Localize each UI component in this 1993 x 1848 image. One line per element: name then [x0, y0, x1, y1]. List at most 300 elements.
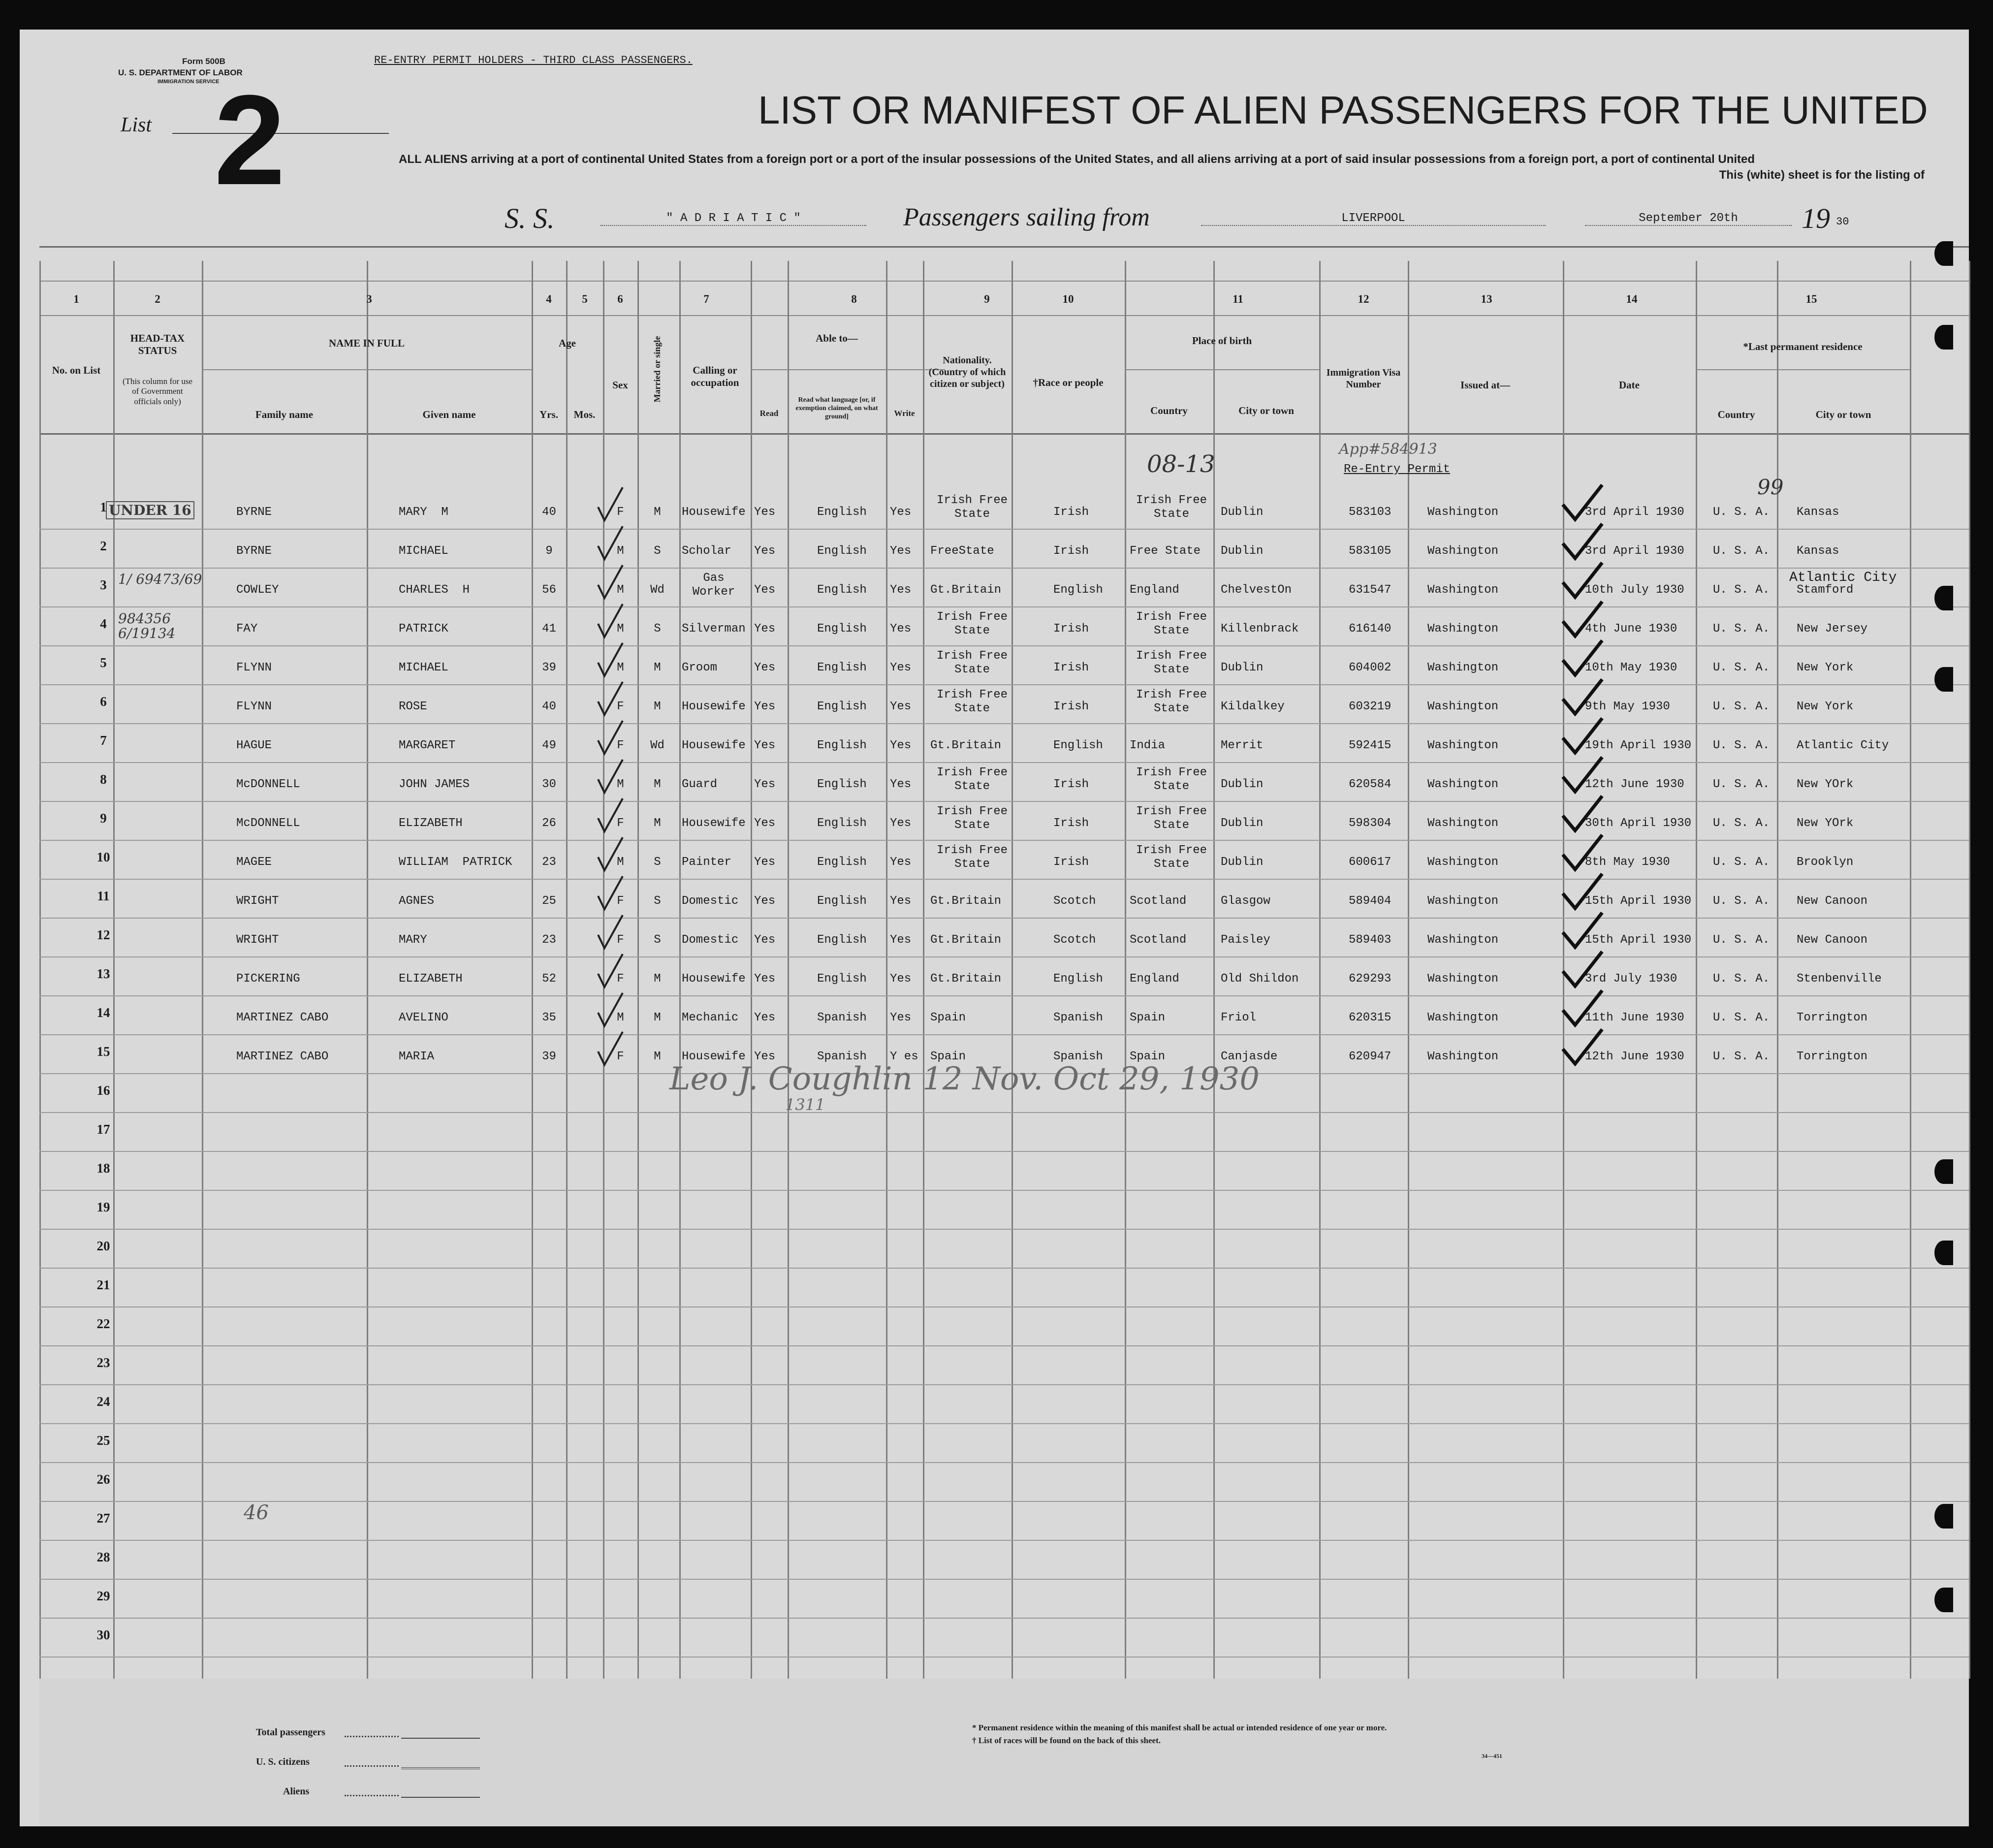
- cell-issue-date: 12th June 1930: [1585, 778, 1684, 791]
- cell-res-city: Brooklyn: [1797, 856, 1854, 869]
- cell-age: 41: [542, 622, 556, 636]
- cell-issued-at: Washington: [1427, 622, 1499, 636]
- header-head-tax: HEAD-TAX STATUS: [130, 332, 185, 357]
- cell-family: MARTINEZ CABO: [236, 1011, 329, 1024]
- cell-read: Yes: [754, 856, 776, 869]
- headtax-note-3: 6/19134: [118, 625, 176, 641]
- check-mark-icon: [596, 757, 625, 797]
- row-number: 1: [100, 500, 107, 514]
- cell-sex: F: [617, 817, 624, 830]
- footer-panel: [39, 1679, 1969, 1826]
- col-line: [1910, 261, 1911, 1679]
- cell-issued-at: Washington: [1427, 972, 1499, 986]
- cell-language: English: [817, 778, 867, 791]
- row-rule: [39, 1579, 1969, 1580]
- cell-nationality: Irish Free State: [936, 688, 1008, 715]
- cell-read: Yes: [754, 622, 776, 636]
- cell-issue-date: 3rd April 1930: [1585, 544, 1684, 558]
- column-number: 11: [1233, 293, 1243, 305]
- cell-read: Yes: [754, 1050, 776, 1063]
- row-rule: [39, 1034, 1969, 1035]
- cell-language: English: [817, 894, 867, 908]
- column-number: 10: [1062, 293, 1074, 305]
- row-rule: [39, 1190, 1969, 1191]
- cell-given: JOHN JAMES: [399, 778, 470, 791]
- row-number: 2: [100, 539, 107, 553]
- cell-birth-city: Dublin: [1221, 856, 1264, 869]
- cell-occupation: Housewife: [682, 1050, 746, 1063]
- cell-res-country: U. S. A.: [1713, 622, 1770, 636]
- cell-res-city: New York: [1797, 661, 1854, 674]
- cell-birth-city: Dublin: [1221, 506, 1264, 519]
- cell-occupation: Groom: [682, 661, 718, 674]
- row-rule: [39, 684, 1969, 685]
- cell-visa: 629293: [1349, 972, 1392, 986]
- column-number: 3: [366, 293, 372, 305]
- cell-issue-date: 10th May 1930: [1585, 661, 1677, 674]
- cell-marital: S: [654, 544, 661, 558]
- column-number: 5: [582, 293, 588, 305]
- cell-birth-city: Kildalkey: [1221, 700, 1285, 713]
- cell-issue-date: 15th April 1930: [1585, 894, 1692, 908]
- row-number: 5: [100, 655, 107, 670]
- footer-blank: [401, 1767, 480, 1769]
- col-line: [788, 261, 789, 1679]
- cell-read: Yes: [754, 778, 776, 791]
- cell-visa: 620584: [1349, 778, 1392, 791]
- cell-race: English: [1053, 583, 1103, 597]
- footer-dots: [345, 1795, 399, 1796]
- cell-birth-country: Irish Free State: [1136, 649, 1207, 676]
- row-number: 24: [96, 1394, 110, 1409]
- col-line: [1696, 261, 1697, 1679]
- cell-given: AGNES: [399, 894, 435, 908]
- cell-birth-country: England: [1130, 972, 1179, 986]
- row-number: 23: [96, 1355, 110, 1370]
- cell-given: MARGARET: [399, 739, 456, 752]
- header-birth-country: Country: [1150, 405, 1188, 416]
- ship-prefix: S. S.: [505, 202, 555, 234]
- cell-race: English: [1053, 972, 1103, 986]
- cell-res-country: U. S. A.: [1713, 661, 1770, 674]
- check-mark-icon: [1560, 832, 1605, 872]
- cell-write: Yes: [890, 700, 912, 713]
- top-note: RE-ENTRY PERMIT HOLDERS - THIRD CLASS PASSENGERS.: [374, 54, 693, 66]
- row-number: 18: [96, 1161, 110, 1176]
- residence-mark: 99: [1757, 475, 1784, 499]
- cell-nationality: Irish Free State: [936, 649, 1008, 676]
- row-rule: [39, 840, 1969, 841]
- check-mark-icon: [596, 796, 625, 835]
- row-rule: [39, 645, 1969, 646]
- cell-issued-at: Washington: [1427, 778, 1499, 791]
- cell-sex: F: [617, 1050, 624, 1063]
- header-able-to: Able to—: [816, 332, 858, 344]
- cell-family: BYRNE: [236, 544, 272, 558]
- cell-issue-date: 19th April 1930: [1585, 739, 1692, 752]
- cell-write: Yes: [890, 739, 912, 752]
- cell-sex: F: [617, 972, 624, 986]
- cell-occupation: Gas Worker: [692, 572, 735, 599]
- cell-issued-at: Washington: [1427, 1050, 1499, 1063]
- list-label: List: [121, 114, 152, 136]
- cell-age: 30: [542, 778, 556, 791]
- cell-family: McDONNELL: [236, 817, 300, 830]
- colnum-top-rule: [39, 281, 1969, 282]
- row-rule: [39, 1384, 1969, 1385]
- cell-res-city: Kansas: [1797, 506, 1839, 519]
- header-res-city: City or town: [1815, 409, 1871, 420]
- reentry-label: Re-Entry Permit: [1344, 463, 1451, 476]
- cell-age: 23: [542, 856, 556, 869]
- row-number: 25: [96, 1433, 110, 1448]
- footer-note-1: * Permanent residence within the meaning of this manifest shall be actual or intended residence of one year or more.: [972, 1723, 1387, 1732]
- cell-age: 39: [542, 1050, 556, 1063]
- row-number: 20: [96, 1239, 110, 1253]
- row-rule: [39, 1112, 1969, 1113]
- cell-res-city: Stamford: [1797, 583, 1854, 597]
- signature-sub: 1311: [785, 1095, 825, 1114]
- year-suffix: 30: [1836, 216, 1849, 228]
- cell-birth-country: Free State: [1130, 544, 1201, 558]
- cell-visa: 603219: [1349, 700, 1392, 713]
- cell-marital: M: [654, 1050, 661, 1063]
- cell-family: FAY: [236, 622, 258, 636]
- cell-res-country: U. S. A.: [1713, 700, 1770, 713]
- check-mark-icon: [1560, 949, 1605, 988]
- cell-birth-city: Dublin: [1221, 544, 1264, 558]
- header-no-on-list: No. on List: [52, 364, 101, 376]
- cell-birth-city: ChelvestOn: [1221, 583, 1292, 597]
- cell-nationality: Gt.Britain: [930, 933, 1002, 947]
- column-number: 1: [73, 293, 79, 305]
- header-birth-city: City or town: [1238, 405, 1294, 416]
- cell-given: MICHAEL: [399, 661, 448, 674]
- cell-res-city: Stenbenville: [1797, 972, 1882, 986]
- cell-family: MAGEE: [236, 856, 272, 869]
- service: IMMIGRATION SERVICE: [158, 79, 220, 85]
- check-mark-icon: [596, 1029, 625, 1069]
- cell-family: MARTINEZ CABO: [236, 1050, 329, 1063]
- cell-age: 23: [542, 933, 556, 947]
- col-line: [1969, 261, 1970, 1679]
- row-number: 11: [97, 889, 110, 903]
- row-rule: [39, 723, 1969, 724]
- cell-language: English: [817, 972, 867, 986]
- cell-issued-at: Washington: [1427, 739, 1499, 752]
- cell-age: 9: [545, 544, 553, 558]
- col-line: [637, 261, 639, 1679]
- cell-res-city: Atlantic City: [1797, 739, 1889, 752]
- cell-res-city: New Canoon: [1797, 894, 1868, 908]
- cell-family: COWLEY: [236, 583, 279, 597]
- cell-language: English: [817, 933, 867, 947]
- cell-read: Yes: [754, 972, 776, 986]
- cell-family: HAGUE: [236, 739, 272, 752]
- row-number: 13: [96, 966, 110, 981]
- cell-sex: F: [617, 700, 624, 713]
- col-line: [679, 261, 681, 1679]
- cell-nationality: Gt.Britain: [930, 972, 1002, 986]
- cell-write: Yes: [890, 933, 912, 947]
- cell-age: 56: [542, 583, 556, 597]
- cell-birth-city: Glasgow: [1221, 894, 1270, 908]
- cell-family: McDONNELL: [236, 778, 300, 791]
- sailing-label: Passengers sailing from: [903, 203, 1150, 231]
- cell-visa: 589403: [1349, 933, 1392, 947]
- cell-race: English: [1053, 739, 1103, 752]
- row-number: 16: [96, 1083, 110, 1098]
- check-mark-icon: [596, 640, 625, 680]
- cell-family: PICKERING: [236, 972, 300, 986]
- cell-issue-date: 9th May 1930: [1585, 700, 1670, 713]
- header-visa: Immigration Visa Number: [1326, 367, 1401, 390]
- header-age: Age: [559, 337, 576, 349]
- header-calling: Calling or occupation: [691, 364, 739, 389]
- cell-given: AVELINO: [399, 1011, 448, 1024]
- visa-annotation: App#584913: [1339, 441, 1437, 458]
- cell-age: 40: [542, 506, 556, 519]
- row-rule: [39, 1306, 1969, 1307]
- cell-nationality: Irish Free State: [936, 610, 1008, 637]
- row27-mark: 46: [244, 1501, 269, 1524]
- row-rule: [39, 918, 1969, 919]
- cell-age: 25: [542, 894, 556, 908]
- header-res-country: Country: [1717, 409, 1755, 420]
- header-subrule: [751, 369, 945, 370]
- cell-issued-at: Washington: [1427, 894, 1499, 908]
- footer-total-passengers: Total passengers: [256, 1727, 325, 1738]
- column-number: 13: [1481, 293, 1492, 305]
- cell-res-city: New Canoon: [1797, 933, 1868, 947]
- cell-sex: M: [617, 544, 624, 558]
- row-number: 26: [96, 1472, 110, 1487]
- cell-sex: F: [617, 739, 624, 752]
- check-mark-icon: [596, 718, 625, 758]
- header-family-name: Family name: [255, 409, 314, 420]
- cell-race: Spanish: [1053, 1050, 1103, 1063]
- cell-birth-city: Merrit: [1221, 739, 1264, 752]
- cell-issue-date: 30th April 1930: [1585, 817, 1692, 830]
- cell-occupation: Housewife: [682, 739, 746, 752]
- cell-res-country: U. S. A.: [1713, 856, 1770, 869]
- cell-write: Yes: [890, 894, 912, 908]
- cell-res-city: New York: [1797, 700, 1854, 713]
- check-mark-icon: [1560, 794, 1605, 833]
- cell-res-country: U. S. A.: [1713, 1011, 1770, 1024]
- cell-nationality: Gt.Britain: [930, 739, 1002, 752]
- cell-issue-date: 10th July 1930: [1585, 583, 1684, 597]
- cell-write: Yes: [890, 544, 912, 558]
- cell-res-country: U. S. A.: [1713, 739, 1770, 752]
- cell-write: Yes: [890, 622, 912, 636]
- cell-race: Irish: [1053, 817, 1089, 830]
- cell-birth-country: Irish Free State: [1136, 805, 1207, 832]
- cell-birth-country: Spain: [1130, 1011, 1166, 1024]
- cell-visa: 589404: [1349, 894, 1392, 908]
- cell-birth-country: Spain: [1130, 1050, 1166, 1063]
- cell-visa: 583105: [1349, 544, 1392, 558]
- under-note: UNDER 16: [106, 501, 194, 519]
- cell-given: MARY: [399, 933, 427, 947]
- punch-hole: [1934, 325, 1953, 350]
- row-number: 7: [100, 733, 107, 748]
- header-bottom-rule: [39, 433, 1969, 435]
- cell-race: Irish: [1053, 544, 1089, 558]
- header-read: Read: [759, 409, 779, 418]
- cell-language: Spanish: [817, 1050, 867, 1063]
- cell-language: English: [817, 622, 867, 636]
- cell-res-country: U. S. A.: [1713, 544, 1770, 558]
- sailing-date: September 20th: [1585, 212, 1792, 226]
- header-read-language: Read what language [or, if exemption claimed, on what ground]: [795, 396, 878, 420]
- cell-given: MICHAEL: [399, 544, 448, 558]
- cell-race: Scotch: [1053, 894, 1096, 908]
- col-line: [1012, 261, 1013, 1679]
- cell-language: English: [817, 700, 867, 713]
- cell-res-city: Torrington: [1797, 1011, 1868, 1024]
- cell-language: English: [817, 583, 867, 597]
- cell-visa: 604002: [1349, 661, 1392, 674]
- check-mark-icon: [596, 874, 625, 913]
- cell-marital: S: [654, 622, 661, 636]
- row-rule: [39, 529, 1969, 530]
- cell-birth-country: Irish Free State: [1136, 766, 1207, 793]
- header-sex: Sex: [612, 379, 628, 391]
- cell-age: 26: [542, 817, 556, 830]
- cell-issued-at: Washington: [1427, 583, 1499, 597]
- cell-sex: M: [617, 622, 624, 636]
- column-number: 14: [1626, 293, 1638, 305]
- cell-read: Yes: [754, 700, 776, 713]
- column-number: 6: [617, 293, 623, 305]
- cell-read: Yes: [754, 739, 776, 752]
- row-number: 27: [96, 1511, 110, 1526]
- cell-occupation: Housewife: [682, 817, 746, 830]
- header-issue-date: Date: [1619, 379, 1640, 391]
- row-rule: [39, 1229, 1969, 1230]
- cell-read: Yes: [754, 894, 776, 908]
- row-rule: [39, 1151, 1969, 1152]
- check-mark-icon: [1560, 910, 1605, 950]
- cell-family: FLYNN: [236, 700, 272, 713]
- cell-res-country: U. S. A.: [1713, 972, 1770, 986]
- cell-write: Yes: [890, 506, 912, 519]
- row-rule: [39, 568, 1969, 569]
- cell-family: WRIGHT: [236, 933, 279, 947]
- check-mark-icon: [1560, 638, 1605, 677]
- cell-res-city: Torrington: [1797, 1050, 1868, 1063]
- row-number: 28: [96, 1550, 110, 1564]
- form-number: Form 500B: [182, 57, 225, 66]
- cell-issued-at: Washington: [1427, 933, 1499, 947]
- row-number: 22: [96, 1316, 110, 1331]
- cell-res-country: U. S. A.: [1713, 894, 1770, 908]
- cell-write: Y es: [890, 1050, 918, 1063]
- cell-language: English: [817, 739, 867, 752]
- page-title: LIST OR MANIFEST OF ALIEN PASSENGERS FOR THE UNITED: [758, 88, 1928, 132]
- row-number: 15: [96, 1044, 110, 1059]
- cell-sex: M: [617, 856, 624, 869]
- birth-code: 08-13: [1147, 450, 1215, 478]
- row-number: 14: [96, 1005, 110, 1020]
- cell-write: Yes: [890, 583, 912, 597]
- cell-visa: 620315: [1349, 1011, 1392, 1024]
- cell-occupation: Domestic: [682, 933, 739, 947]
- cell-res-country: U. S. A.: [1713, 817, 1770, 830]
- cell-marital: S: [654, 933, 661, 947]
- cell-marital: M: [654, 700, 661, 713]
- check-mark-icon: [1560, 716, 1605, 755]
- column-number: 2: [155, 293, 160, 305]
- cell-issued-at: Washington: [1427, 506, 1499, 519]
- cell-birth-city: Canjasde: [1221, 1050, 1278, 1063]
- cell-occupation: Silverman: [682, 622, 746, 636]
- cell-family: FLYNN: [236, 661, 272, 674]
- cell-occupation: Painter: [682, 856, 731, 869]
- cell-issued-at: Washington: [1427, 661, 1499, 674]
- cell-visa: 631547: [1349, 583, 1392, 597]
- header-last-residence: *Last permanent residence: [1743, 341, 1863, 352]
- header-issued-at: Issued at—: [1460, 379, 1510, 391]
- cell-race: Irish: [1053, 661, 1089, 674]
- cell-write: Yes: [890, 1011, 912, 1024]
- cell-sex: M: [617, 1011, 624, 1024]
- punch-hole: [1934, 1241, 1953, 1265]
- check-mark-icon: [596, 835, 625, 874]
- column-number: 9: [984, 293, 990, 305]
- year-prefix: 19: [1802, 202, 1830, 234]
- cell-res-country: U. S. A.: [1713, 778, 1770, 791]
- check-mark-icon: [596, 602, 625, 641]
- punch-hole: [1934, 241, 1953, 266]
- cell-write: Yes: [890, 972, 912, 986]
- header-mos: Mos.: [573, 409, 596, 420]
- cell-occupation: Housewife: [682, 700, 746, 713]
- check-mark-icon: [596, 524, 625, 563]
- check-mark-icon: [596, 679, 625, 719]
- cell-issue-date: 3rd April 1930: [1585, 506, 1684, 519]
- check-mark-icon: [1560, 755, 1605, 794]
- cell-birth-country: Irish Free State: [1136, 688, 1207, 715]
- footer-note-2: † List of races will be found on the back of this sheet.: [972, 1736, 1161, 1745]
- cell-birth-country: England: [1130, 583, 1179, 597]
- cell-res-city: New YOrk: [1797, 817, 1854, 830]
- cell-nationality: Gt.Britain: [930, 583, 1002, 597]
- cell-issue-date: 3rd July 1930: [1585, 972, 1677, 986]
- cell-family: BYRNE: [236, 506, 272, 519]
- check-mark-icon: [596, 990, 625, 1030]
- cell-write: Yes: [890, 856, 912, 869]
- col-line: [202, 261, 203, 1679]
- cell-read: Yes: [754, 661, 776, 674]
- cell-birth-city: Dublin: [1221, 778, 1264, 791]
- check-mark-icon: [596, 485, 625, 524]
- row-number: 19: [96, 1200, 110, 1214]
- cell-age: 35: [542, 1011, 556, 1024]
- punch-hole: [1934, 1588, 1953, 1612]
- cell-issued-at: Washington: [1427, 544, 1499, 558]
- row-number: 12: [96, 927, 110, 942]
- cell-given: PATRICK: [399, 622, 448, 636]
- cell-res-city: New Jersey: [1797, 622, 1868, 636]
- cell-write: Yes: [890, 817, 912, 830]
- cell-language: English: [817, 817, 867, 830]
- check-mark-icon: [1560, 1027, 1605, 1066]
- cell-res-city: Kansas: [1797, 544, 1839, 558]
- header-race: †Race or people: [1033, 377, 1104, 388]
- cell-language: English: [817, 661, 867, 674]
